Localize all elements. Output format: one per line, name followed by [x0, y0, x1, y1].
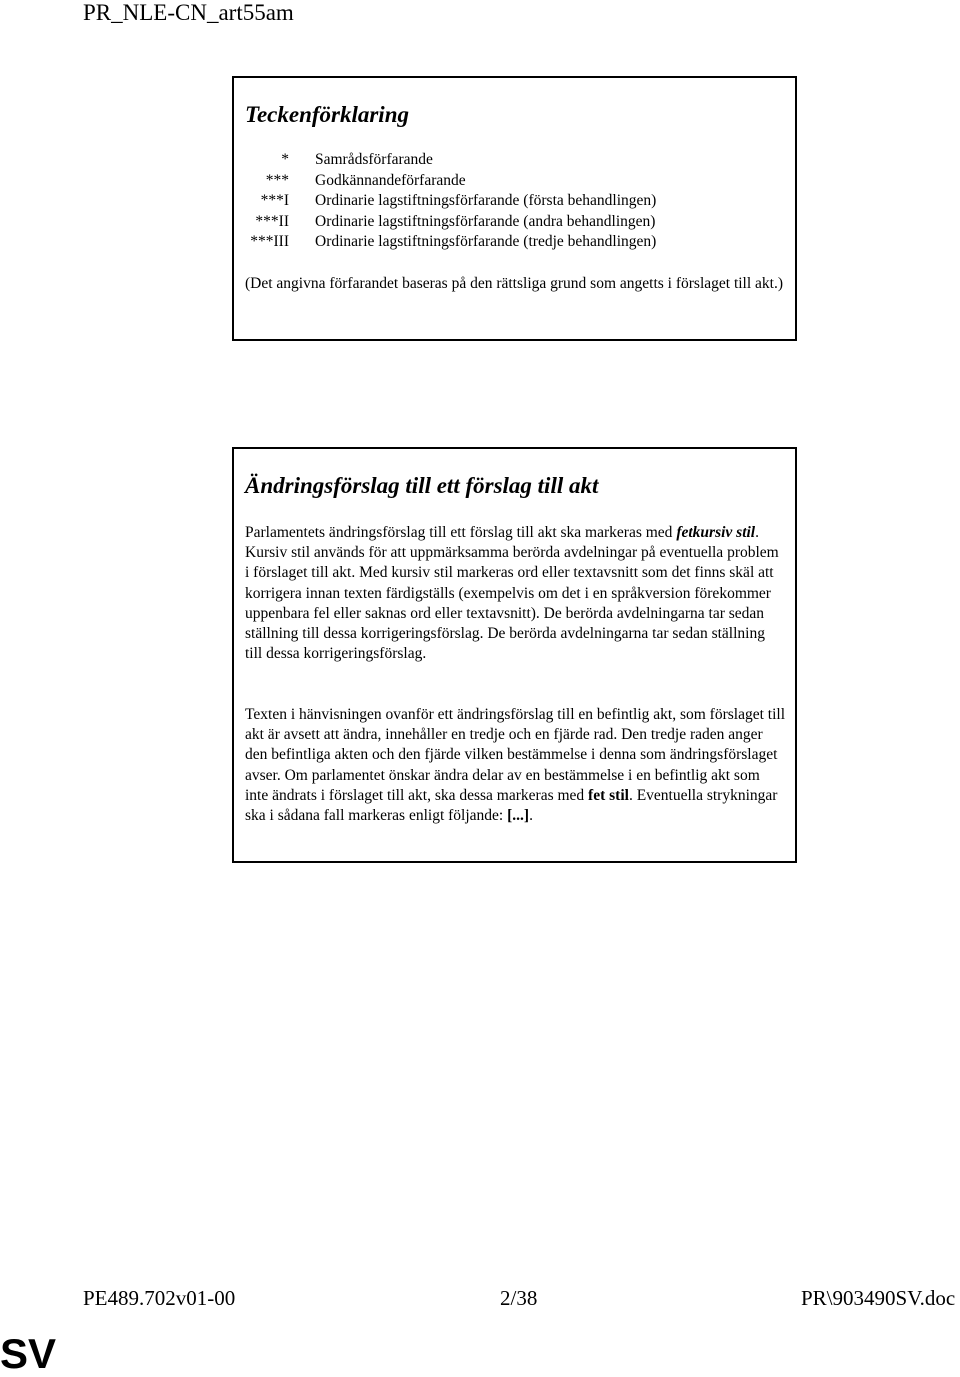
amendments-paragraph-2 — [245, 705, 785, 826]
p2-bold: fet stil — [588, 786, 629, 804]
legend-note: (Det angivna förfarandet baseras på den rättsliga grund som angetts i förslaget till akt.) — [245, 275, 784, 292]
footer-reference: PE489.702v01-00 — [83, 1286, 236, 1310]
amendments-paragraph-1 — [245, 523, 785, 664]
legend-symbol: ***III — [250, 233, 289, 250]
legend-title: Teckenförklaring — [245, 102, 409, 127]
legend-row — [242, 212, 656, 233]
legend-description: Ordinarie lagstiftningsförfarande (andra behandlingen) — [315, 212, 656, 230]
legend-row — [242, 171, 656, 192]
p2-text-c: . Eventuella strykningar ska i sådana fall markeras enligt följande: — [245, 786, 778, 825]
legend-row — [242, 232, 656, 253]
amendments-title: Ändringsförslag till ett förslag till akt — [245, 473, 599, 498]
p1-bold-italic: fetkursiv stil — [676, 524, 756, 541]
legend-row — [242, 150, 656, 171]
p2-text-a: Texten i hänvisningen ovanför ett ändringsförslag till en befintlig akt, som förslaget till akt är avsett att ändra, innehåller en tredje och en fjärde rad. Den tredje raden anger den befintliga akten och den fjärde vilken bestämmelse i denna som ändringsförslaget avser. Om parlamentet önskar ändra delar av en bestämmelse i en befintlig akt som inte ändrats i förslaget till akt, ska dessa markeras med — [245, 706, 786, 804]
footer-filename: PR\903490SV.doc — [801, 1286, 956, 1310]
amendments-box — [232, 447, 797, 863]
legend-description: Ordinarie lagstiftningsförfarande (första behandlingen) — [315, 192, 657, 209]
legend-symbol: * — [281, 151, 289, 168]
legend-symbol: *** — [265, 171, 289, 189]
legend-box — [232, 76, 797, 341]
legend-description: Ordinarie lagstiftningsförfarande (tredje behandlingen) — [315, 233, 657, 250]
p2-bold-ellipsis: [...] — [507, 807, 530, 825]
legend-row — [242, 191, 656, 212]
p2-text-e: . — [529, 807, 533, 825]
footer-page-number: 2/38 — [500, 1286, 538, 1310]
legend-symbol: ***I — [260, 192, 289, 209]
language-code: SV — [0, 1330, 57, 1377]
p1-text-c: . Kursiv stil används för att uppmärksamma berörda avdelningar på eventuella problem i förslaget till akt. Med kursiv stil markeras ord eller textavsnitt som det finns skäl att korrigera innan texten färdigställs (exempelvis om det i en språkversion förekommer uppenbara fel eller saknas ord eller textavsnitt). De berörda avdelningarna tar sedan ställning till dessa korrigeringsförslag. De berörda avdelningarna tar sedan ställning till dessa korrigeringsförslag. — [245, 524, 779, 663]
legend-symbol: ***II — [255, 212, 289, 230]
legend-description: Samrådsförfarande — [315, 151, 433, 168]
legend-table — [242, 150, 656, 253]
legend-description: Godkännandeförfarande — [315, 171, 466, 189]
p1-text-a: Parlamentets ändringsförslag till ett förslag till akt ska markeras med — [245, 524, 677, 541]
document-code-header: PR_NLE-CN_art55am — [83, 0, 294, 25]
